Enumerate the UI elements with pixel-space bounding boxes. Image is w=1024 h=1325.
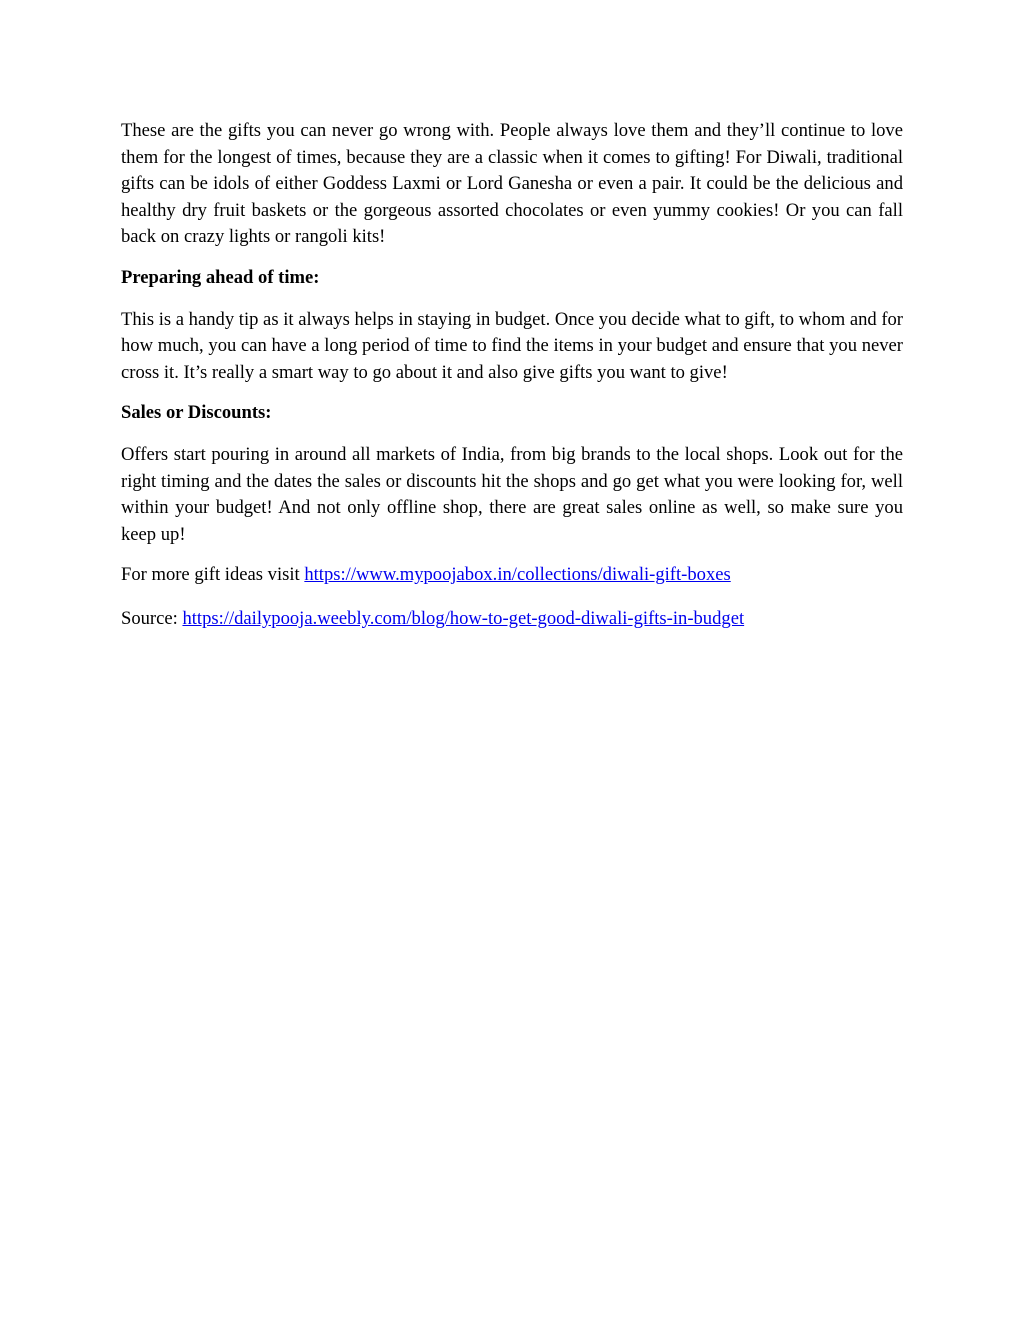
source-prefix: Source: — [121, 607, 183, 629]
source-link[interactable]: https://dailypooja.weebly.com/blog/how-to-get-good-diwali-gifts-in-budget — [182, 607, 745, 629]
heading-preparing-ahead: Preparing ahead of time: — [121, 266, 320, 288]
more-ideas-prefix: For more gift ideas visit — [121, 564, 305, 586]
intro-paragraph: These are the gifts you can never go wrong with. People always love them and they’ll continue to love them for the longest of times, because they are a classic when it comes to gifting! For Diwali, traditional gifts can be idols of either Goddess Laxmi or Lord Ganesha or even a pair. It could be the delicious and healthy dry fruit baskets or the gorgeous assorted chocolates or even yummy cookies! Or you can fall back on crazy lights or rangoli kits! — [121, 120, 903, 248]
preparing-paragraph: This is a handy tip as it always helps in staying in budget. Once you decide what to gift, to whom and for how much, you can have a long period of time to find the items in your budget and ensure that you never cross it. It’s really a smart way to go about it and also give gifts you want to give! — [121, 308, 903, 383]
source-line — [121, 606, 903, 633]
document-page — [121, 118, 903, 650]
heading-sales-discounts: Sales or Discounts: — [121, 402, 272, 424]
sales-paragraph: Offers start pouring in around all markets of India, from big brands to the local shops. Look out for the right timing and the dates the sales or discounts hit the shops and go get what you were looking for, well within your budget! And not only offline shop, there are great sales online as well, so make sure you keep up! — [121, 443, 903, 545]
more-ideas-line — [121, 562, 903, 589]
mypoojabox-link[interactable]: https://www.mypoojabox.in/collections/diwali-gift-boxes — [304, 564, 731, 586]
